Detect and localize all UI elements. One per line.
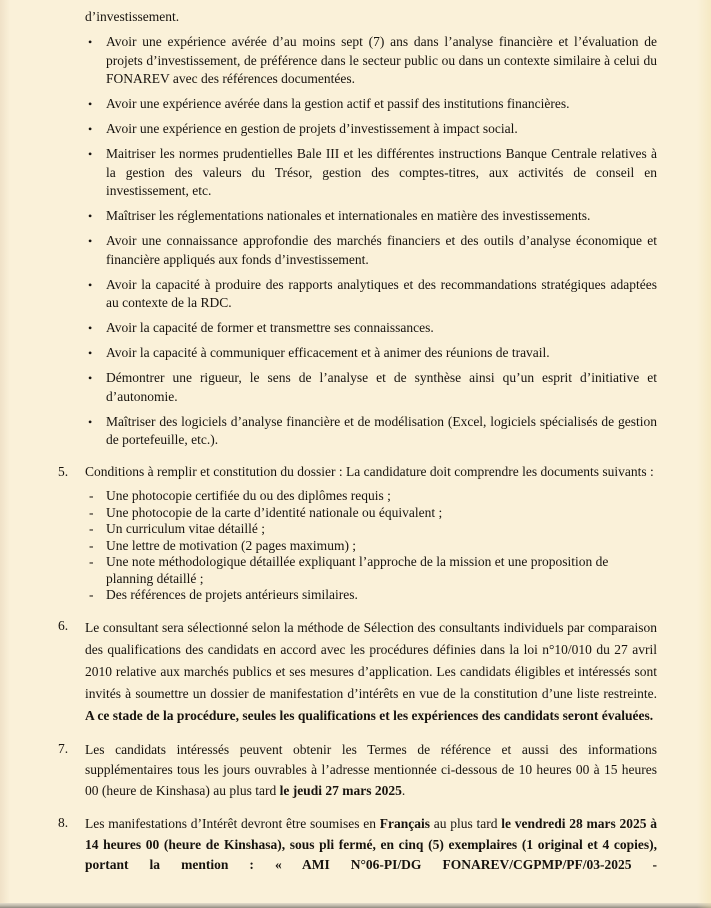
- item-paragraph: [85, 740, 657, 802]
- bullet-dot-icon: •: [88, 346, 93, 360]
- text-segment: Les candidats intéressés peuvent obtenir les Termes de référence et aussi des informations supplémentaires tous les jours ouvrables à l’adresse mentionnée ci-dessous de 10 heures 00 à 15 heures 00 (heure de Kinshasa) au plus tard: [85, 741, 657, 798]
- dash-item-text: Des références de projets antérieurs similaires.: [106, 587, 358, 602]
- qualification-bullet-6: [85, 232, 657, 269]
- bullet-dot-icon: •: [88, 414, 93, 429]
- dash-item-text: Une lettre de motivation (2 pages maximum) ;: [106, 537, 357, 553]
- bullet-dot-icon: •: [88, 371, 93, 385]
- qualification-bullet-2: [85, 95, 657, 114]
- item-number: 8.: [58, 815, 69, 830]
- dash-item-text: Une photocopie certifiée du ou des diplômes requis ;: [106, 488, 391, 503]
- required-document-2: [85, 505, 657, 522]
- dash-item-text: Une photocopie de la carte d’identité nationale ou équivalent ;: [106, 504, 443, 520]
- dash-icon: -: [89, 488, 94, 503]
- text-segment: .: [401, 782, 406, 798]
- bullet-text: Avoir une expérience avérée dans la gestion actif et passif des institutions financières.: [106, 96, 570, 111]
- bold-text-segment: le jeudi 27 mars 2025: [279, 782, 402, 798]
- item-number: 5.: [58, 463, 69, 479]
- bullet-dot-icon: •: [88, 35, 93, 49]
- required-document-1: [85, 488, 657, 505]
- required-documents-list: [85, 488, 657, 604]
- bullet-text: Maitriser les normes prudentielles Bale III et les différentes instructions Banque Centrale relatives à la gestion des valeurs du Trésor, gestion des comptes-titres, aux activités de conseil en investissement, etc.: [106, 146, 657, 198]
- numbered-item-5: [57, 463, 657, 604]
- item-paragraph: [85, 617, 657, 727]
- qualification-bullet-1: [85, 33, 657, 89]
- bullet-text: Avoir une connaissance approfondie des marchés financiers et des outils d’analyse économique et financière appliqués aux fonds d’investissement.: [106, 233, 657, 267]
- bullet-dot-icon: •: [88, 97, 93, 111]
- scan-bottom-edge-artifact: [0, 903, 711, 908]
- dash-item-text: Un curriculum vitae détaillé ;: [106, 521, 265, 536]
- item-paragraph: [85, 814, 657, 876]
- numbered-item-7: [57, 740, 657, 802]
- bold-text-segment: le vendredi 28 mars 2025 à 14 heures 00 (heure de Kinshasa), sous pli fermé, en cinq (5) exemplaires (1 original et 4 copies), portant la mention : « AMI N°06-PI/DG FONAREV/CGPMP/PF/03-2025 -: [85, 816, 657, 872]
- dash-icon: -: [89, 504, 94, 520]
- qualification-bullet-10: [85, 369, 657, 406]
- required-document-3: [85, 521, 657, 538]
- qualification-bullet-11: [85, 413, 657, 450]
- bullet-text: Avoir la capacité à produire des rapports analytiques et des recommandations stratégiques adaptées au contexte de la RDC.: [106, 276, 657, 310]
- numbered-item-8: [57, 814, 657, 876]
- required-document-5: [85, 554, 657, 587]
- item-number: 6.: [58, 617, 69, 633]
- qualification-bullet-7: [85, 276, 657, 313]
- required-document-6: [85, 587, 657, 604]
- bullet-text: Avoir la capacité de former et transmettre ses connaissances.: [106, 320, 434, 335]
- bullet-text: Démontrer une rigueur, le sens de l’analyse et de synthèse ainsi qu’un esprit d’initiative et d’autonomie.: [106, 370, 657, 404]
- continuation-text: d’investissement.: [85, 9, 180, 24]
- numbered-item-6: [57, 617, 657, 727]
- bullet-text: Maîtriser les réglementations nationales et internationales en matière des investissements.: [106, 208, 591, 223]
- bullet-text: Maîtriser des logiciels d’analyse financière et de modélisation (Excel, logiciels spécialisés de gestion de portefeuille, etc.).: [106, 413, 657, 447]
- bullet-dot-icon: •: [88, 147, 93, 161]
- qualification-bullet-list: [57, 33, 657, 450]
- item-number: 7.: [58, 740, 69, 756]
- required-document-4: [85, 538, 657, 555]
- text-segment: Le consultant sera sélectionné selon la méthode de Sélection des consultants individuels par comparaison des qualifications des candidats en accord avec les procédures définies dans la loi n°10/010 du 27 avril 2010 relative aux marchés publics et ses mesures d’application. Les candidats éligibles et intéressés sont invités à soumettre un dossier de manifestation d’intérêts en vue de la constitution d’une liste restreinte.: [85, 619, 657, 701]
- qualification-bullet-4: [85, 145, 657, 201]
- dash-icon: -: [89, 587, 94, 602]
- item-paragraph: [85, 463, 657, 482]
- bold-text-segment: Français: [379, 816, 430, 831]
- bullet-text: Avoir une expérience avérée d’au moins sept (7) ans dans l’analyse financière et l’évaluation de projets d’investissement, de préférence dans le secteur public ou dans un contexte similaire à celui du FONAREV avec des références documentées.: [106, 34, 657, 86]
- text-segment: au plus tard: [429, 816, 502, 831]
- bullet-dot-icon: •: [88, 234, 93, 248]
- numbered-item-list: [57, 463, 657, 876]
- bullet-dot-icon: •: [88, 122, 93, 136]
- qualification-bullet-9: [85, 344, 657, 363]
- bullet-dot-icon: •: [88, 209, 93, 223]
- dash-icon: -: [89, 537, 94, 553]
- bullet-text: Avoir la capacité à communiquer efficacement et à animer des réunions de travail.: [106, 345, 550, 360]
- qualification-bullet-3: [85, 120, 657, 139]
- qualification-bullet-5: [85, 207, 657, 226]
- bullet-text: Avoir une expérience en gestion de projets d’investissement à impact social.: [106, 121, 518, 136]
- dash-icon: -: [89, 554, 94, 569]
- text-segment: Conditions à remplir et constitution du dossier : La candidature doit comprendre les documents suivants :: [85, 463, 654, 479]
- bullet-dot-icon: •: [88, 321, 93, 335]
- bold-text-segment: A ce stade de la procédure, seules les qualifications et les expériences des candidats seront évaluées.: [85, 707, 654, 723]
- bullet-dot-icon: •: [88, 277, 93, 292]
- text-segment: Les manifestations d’Intérêt devront être soumises en: [85, 816, 380, 831]
- dash-item-text: Une note méthodologique détaillée expliquant l’approche de la mission et une proposition de planning détaillé ;: [106, 554, 609, 586]
- qualification-bullet-8: [85, 319, 657, 338]
- dash-icon: -: [89, 521, 94, 536]
